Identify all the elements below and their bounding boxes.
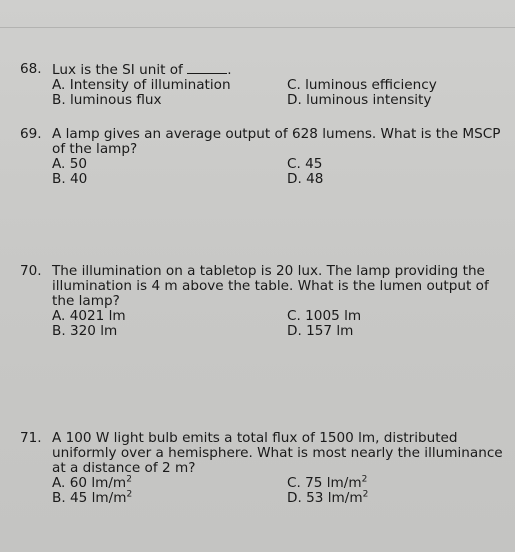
choice-d: D. 48 <box>287 171 324 187</box>
choice-b: B. 320 lm <box>52 323 118 339</box>
choice-c: C. luminous efficiency <box>287 77 437 93</box>
choice-a: A. 60 $lm/m^2$ <box>52 474 132 491</box>
question-number: 70. <box>20 263 42 279</box>
choice-list <box>52 157 510 187</box>
choice-d: D. luminous intensity <box>287 92 432 108</box>
choice-a: A. Intensity of illumination <box>52 77 231 93</box>
choice-a: A. 50 <box>52 156 88 172</box>
choice-c: C. 1005 lm <box>287 308 362 324</box>
question-text <box>52 62 510 78</box>
choice-d: D. 53 $lm/m^2$ <box>287 489 369 506</box>
question-70 <box>20 264 510 339</box>
question-number: 68. <box>20 61 42 77</box>
choice-b: B. luminous flux <box>52 92 162 108</box>
top-divider <box>0 27 515 28</box>
answer-blank <box>187 62 227 74</box>
choice-b: B. 45 $lm/m^2$ <box>52 489 133 506</box>
choice-a: A. 4021 lm <box>52 308 126 324</box>
question-number: 69. <box>20 126 42 142</box>
question-stem <box>20 127 510 157</box>
stem-after-blank: . <box>227 62 232 78</box>
question-71 <box>20 431 510 506</box>
choice-d: D. 157 lm <box>287 323 354 339</box>
choice-b: B. 40 <box>52 171 88 187</box>
question-stem <box>20 62 510 78</box>
choice-c: C. 45 <box>287 156 323 172</box>
question-stem <box>20 431 510 476</box>
question-stem <box>20 264 510 309</box>
question-text: A 100 W light bulb emits a total flux of 1500 lm, distributed uniformly over a hemisphere. What is most nearly the illuminance at a distance of 2 m? <box>52 430 503 476</box>
choice-list <box>52 78 510 108</box>
choice-list <box>52 309 510 339</box>
question-68 <box>20 62 510 108</box>
stem-before-blank: Lux is the SI unit of <box>52 62 183 78</box>
choice-list <box>52 476 510 506</box>
question-number: 71. <box>20 430 42 446</box>
question-69 <box>20 127 510 187</box>
question-text: The illumination on a tabletop is 20 lux. The lamp providing the illumination is 4 m above the table. What is the lumen output of the lamp? <box>52 263 489 309</box>
choice-c: C. 75 $lm/m^2$ <box>287 474 368 491</box>
question-text: A lamp gives an average output of 628 lumens. What is the MSCP of the lamp? <box>52 126 501 157</box>
